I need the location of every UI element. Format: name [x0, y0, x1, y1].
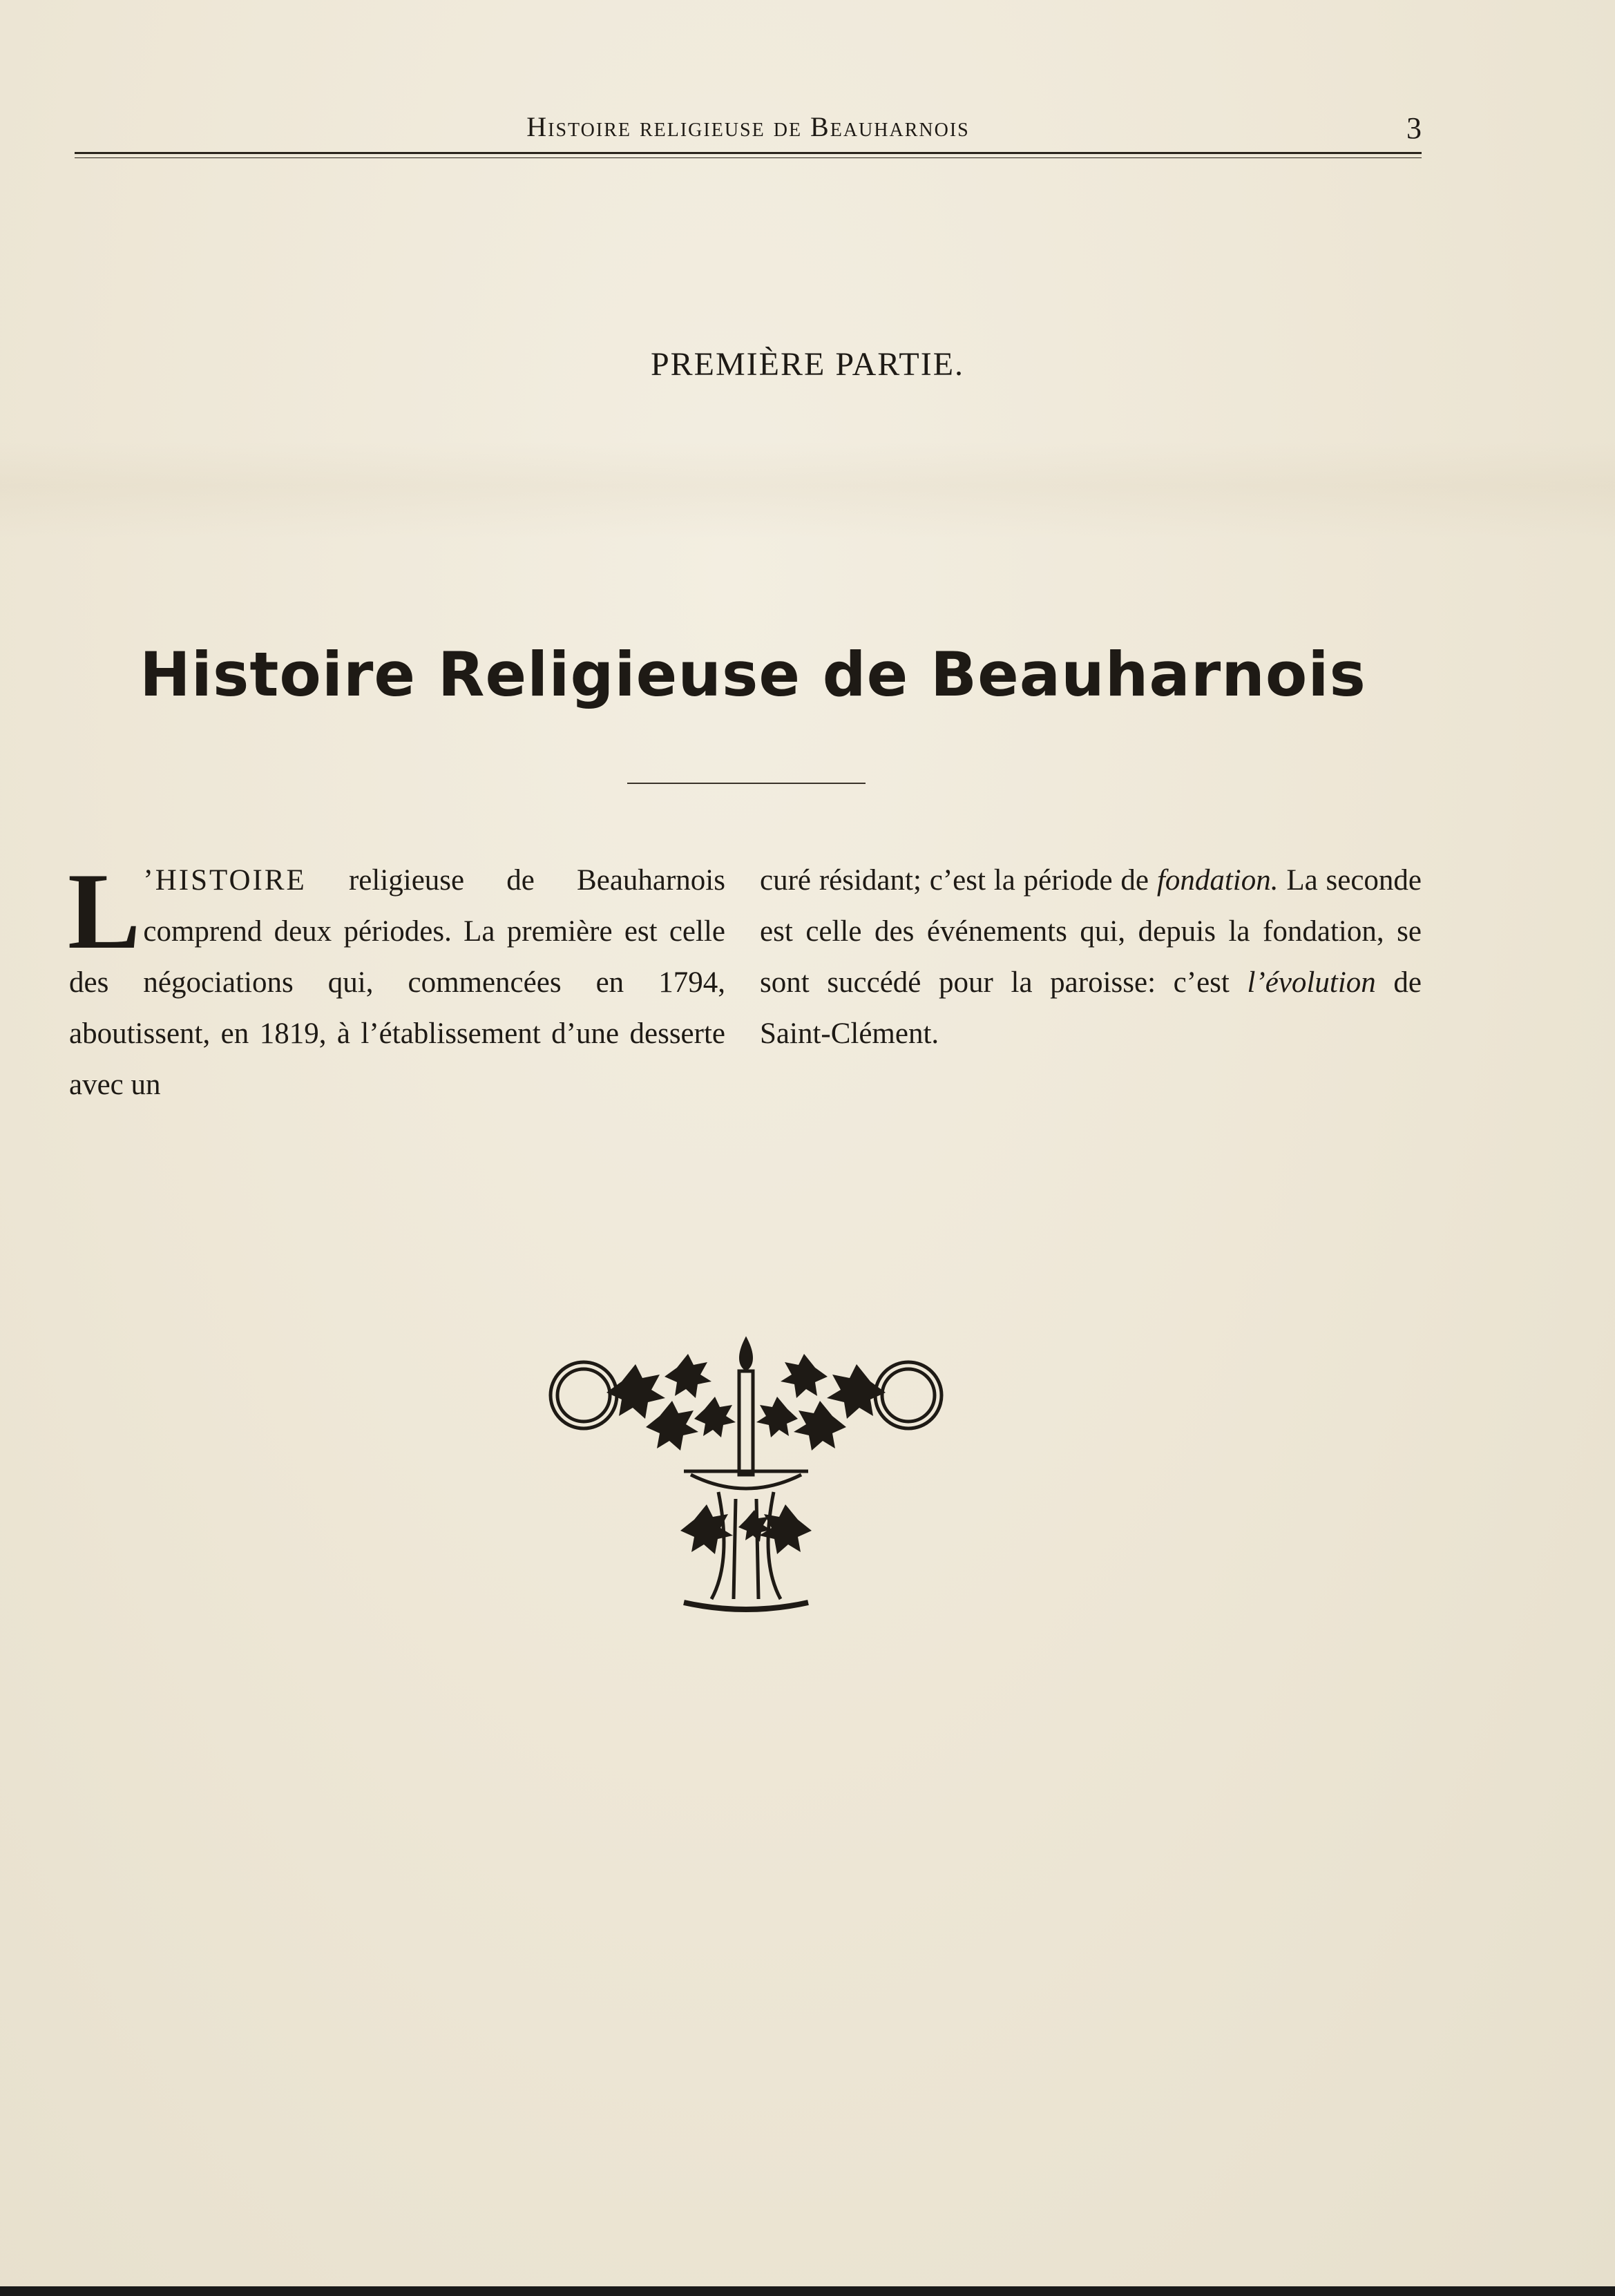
text-column-left — [68, 851, 725, 1111]
italic-term: l’évolution — [1247, 966, 1376, 999]
part-label: PREMIÈRE PARTIE. — [650, 346, 965, 383]
text-column-right — [760, 855, 1422, 1060]
chapter-title: Histoire Religieuse de Beauharnois — [140, 639, 1366, 710]
running-title: Histoire religieuse de Beauharnois — [526, 111, 970, 142]
lead-word: ’HISTOIRE — [143, 864, 307, 897]
paragraph-text: La seconde est celle des événements qui, depuis la fondation, se sont succédé pour la paroisse: c’est — [760, 864, 1422, 999]
drop-cap: L — [68, 851, 141, 972]
header-rule — [75, 152, 1422, 154]
running-header — [75, 104, 1422, 159]
header-rule-thin — [75, 157, 1422, 158]
title-divider — [627, 783, 866, 784]
paragraph-text: religieuse de Beauharnois comprend deux périodes. La première est celle des négociations qui, commencées en 1794, aboutissent, en 1819, à l’établissement d’une desserte avec un — [69, 864, 725, 1101]
paragraph-text: de Saint-Clément. — [760, 966, 1422, 1050]
page-number: 3 — [1406, 111, 1422, 145]
candle-leaf-vase-ornament-icon — [546, 1333, 946, 1623]
scan-bottom-edge — [0, 2286, 1615, 2296]
paper-water-stain — [0, 442, 1615, 539]
italic-term: fondation. — [1156, 864, 1279, 897]
paragraph-text: curé résidant; c’est la période de — [760, 864, 1157, 897]
